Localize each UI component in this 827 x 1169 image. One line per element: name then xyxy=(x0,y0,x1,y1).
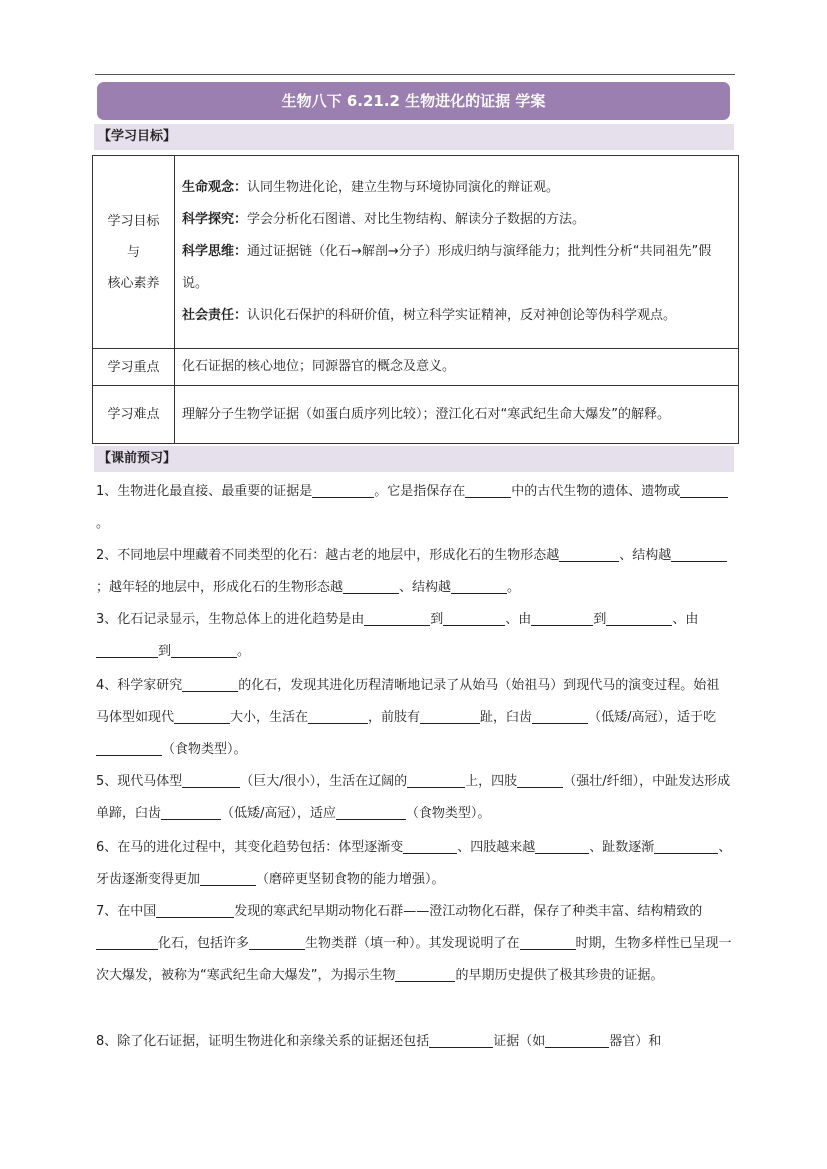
answer-blank[interactable] xyxy=(403,837,457,854)
question-2 xyxy=(96,540,732,604)
goals-label-cell xyxy=(93,156,175,349)
question-1 xyxy=(96,476,732,540)
key-text: 化石证据的核心地位；同源器官的概念及意义。 xyxy=(175,349,739,386)
goals-table xyxy=(92,155,739,444)
answer-blank[interactable] xyxy=(559,545,619,562)
key-label: 学习重点 xyxy=(93,349,175,386)
q-text: （食物类型）。 xyxy=(405,806,491,821)
q-text: 1、生物进化最直接、最重要的证据是 xyxy=(96,484,313,499)
answer-blank[interactable] xyxy=(312,481,374,498)
q-text: 2、不同地层中埋藏着不同类型的化石：越古老的地层中，形成化石的生物形态越 xyxy=(96,548,560,563)
q-text: （强壮/纤细），中趾发达形成单蹄，臼齿 xyxy=(96,774,731,821)
answer-blank[interactable] xyxy=(249,933,305,950)
question-3 xyxy=(96,604,732,668)
literacy-tag: 科学思维： xyxy=(182,244,248,259)
answer-blank[interactable] xyxy=(531,609,593,626)
q-text: ；越年轻的地层中，形成化石的生物形态越 xyxy=(96,580,344,595)
q-text: 趾，臼齿 xyxy=(480,710,533,725)
literacy-tag: 生命观念： xyxy=(182,180,248,195)
q-text: 8、除了化石证据，证明生物进化和亲缘关系的证据还包括 xyxy=(96,1034,430,1049)
answer-blank[interactable] xyxy=(407,771,465,788)
answer-blank[interactable] xyxy=(671,545,727,562)
q-text: 、结构越 xyxy=(619,548,672,563)
q-text: 、结构越 xyxy=(399,580,452,595)
difficult-text: 理解分子生物学证据（如蛋白质序列比较）；澄江化石对“寒武纪生命大爆发”的解释。 xyxy=(175,386,739,444)
literacy-item xyxy=(182,172,732,204)
goals-label-line: 核心素养 xyxy=(107,275,160,291)
literacy-text: 认同生物进化论，建立生物与环境协同演化的辩证观。 xyxy=(247,180,560,195)
answer-blank[interactable] xyxy=(465,481,511,498)
question-7 xyxy=(96,896,732,992)
answer-blank[interactable] xyxy=(535,837,589,854)
answer-blank[interactable] xyxy=(96,933,158,950)
answer-blank[interactable] xyxy=(680,481,728,498)
goals-label-line: 学习目标 xyxy=(107,213,160,229)
literacy-item xyxy=(182,236,732,300)
q-text: 。 xyxy=(507,580,521,595)
answer-blank[interactable] xyxy=(156,901,234,918)
q-text: 的早期历史提供了极其珍贵的证据。 xyxy=(455,968,664,983)
literacy-cell xyxy=(175,156,739,349)
q-text: 。 xyxy=(96,516,110,531)
question-4 xyxy=(96,670,732,766)
q-text: 7、在中国 xyxy=(96,904,157,919)
answer-blank[interactable] xyxy=(182,675,238,692)
answer-blank[interactable] xyxy=(161,803,221,820)
answer-blank[interactable] xyxy=(96,641,158,658)
answer-blank[interactable] xyxy=(308,707,368,724)
q-text: 到 xyxy=(593,612,607,627)
answer-blank[interactable] xyxy=(545,1031,609,1048)
q-text: 、由 xyxy=(505,612,532,627)
answer-blank[interactable] xyxy=(606,609,672,626)
answer-blank[interactable] xyxy=(443,609,505,626)
answer-blank[interactable] xyxy=(171,641,237,658)
section-heading-goals: 【学习目标】 xyxy=(94,124,734,150)
answer-blank[interactable] xyxy=(420,707,480,724)
literacy-text: 通过证据链（化石→解剖→分子）形成归纳与演绎能力；批判性分析“共同祖先”假说。 xyxy=(182,244,712,291)
literacy-tag: 科学探究： xyxy=(182,212,248,227)
literacy-text: 学会分析化石图谱、对比生物结构、解读分子数据的方法。 xyxy=(247,212,586,227)
q-text: 、由 xyxy=(672,612,699,627)
answer-blank[interactable] xyxy=(336,803,406,820)
q-text: （食物类型）。 xyxy=(162,742,247,757)
q-text: 中的古代生物的遗体、遗物或 xyxy=(511,484,681,499)
q-text: 4、科学家研究 xyxy=(96,678,183,693)
answer-blank[interactable] xyxy=(532,707,588,724)
q-text: 到 xyxy=(158,644,172,659)
q-text: 。 xyxy=(237,644,251,659)
answer-blank[interactable] xyxy=(451,577,507,594)
question-8 xyxy=(96,1026,732,1058)
q-text: ，前肢有 xyxy=(368,710,421,725)
q-text: （巨大/很小），生活在辽阔的 xyxy=(240,774,408,789)
answer-blank[interactable] xyxy=(517,771,563,788)
difficult-label: 学习难点 xyxy=(93,386,175,444)
literacy-tag: 社会责任： xyxy=(182,308,248,323)
answer-blank[interactable] xyxy=(343,577,399,594)
answer-blank[interactable] xyxy=(520,933,576,950)
q-text: 、趾数逐渐 xyxy=(589,840,655,855)
q-text: （低矮/高冠），适于吃 xyxy=(588,710,716,725)
q-text: 大小，生活在 xyxy=(230,710,309,725)
answer-blank[interactable] xyxy=(654,837,718,854)
q-text: 。它是指保存在 xyxy=(374,484,466,499)
section-heading-preview: 【课前预习】 xyxy=(94,446,734,472)
q-text: 时期，生物多样性已呈现一次大爆发，被称为“寒武纪生命大爆发”，为揭示生物 xyxy=(96,936,732,983)
goals-label-line: 与 xyxy=(126,244,140,260)
q-text: 5、现代马体型 xyxy=(96,774,183,789)
answer-blank[interactable] xyxy=(429,1031,493,1048)
answer-blank[interactable] xyxy=(182,771,240,788)
q-text: 生物类群（填一种）。其发现说明了在 xyxy=(305,936,520,951)
q-text: 发现的寒武纪早期动物化石群——澄江动物化石群，保存了种类丰富、结构精致的 xyxy=(234,904,703,919)
question-5 xyxy=(96,766,732,830)
q-text: 证据（如 xyxy=(493,1034,546,1049)
q-text: 、四肢越来越 xyxy=(457,840,536,855)
answer-blank[interactable] xyxy=(96,739,162,756)
top-rule xyxy=(95,74,735,75)
q-text: （磨碎更坚韧食物的能力增强）。 xyxy=(256,872,445,887)
q-text: 化石，包括许多 xyxy=(158,936,250,951)
q-text: 的化石，发现其进化历程清晰地记录了从始马（始祖马）到现代马的演变过程。始祖马体型如现代 xyxy=(96,678,720,725)
answer-blank[interactable] xyxy=(364,609,430,626)
answer-blank[interactable] xyxy=(395,965,455,982)
page-title: 生物八下 6.21.2 生物进化的证据 学案 xyxy=(97,82,730,120)
q-text: （低矮/高冠），适应 xyxy=(221,806,336,821)
q-text: 上，四肢 xyxy=(465,774,518,789)
question-6 xyxy=(96,832,732,896)
q-text: 3、化石记录显示，生物总体上的进化趋势是由 xyxy=(96,612,365,627)
q-text: 器官）和 xyxy=(609,1034,662,1049)
q-text: 6、在马的进化过程中，其变化趋势包括：体型逐渐变 xyxy=(96,840,404,855)
literacy-item xyxy=(182,204,732,236)
answer-blank[interactable] xyxy=(174,707,230,724)
q-text: 到 xyxy=(430,612,444,627)
literacy-item xyxy=(182,300,732,332)
q-text: 、牙齿逐渐变得更加 xyxy=(96,840,732,887)
answer-blank[interactable] xyxy=(200,869,256,886)
literacy-text: 认识化石保护的科研价值，树立科学实证精神，反对神创论等伪科学观点。 xyxy=(247,308,677,323)
